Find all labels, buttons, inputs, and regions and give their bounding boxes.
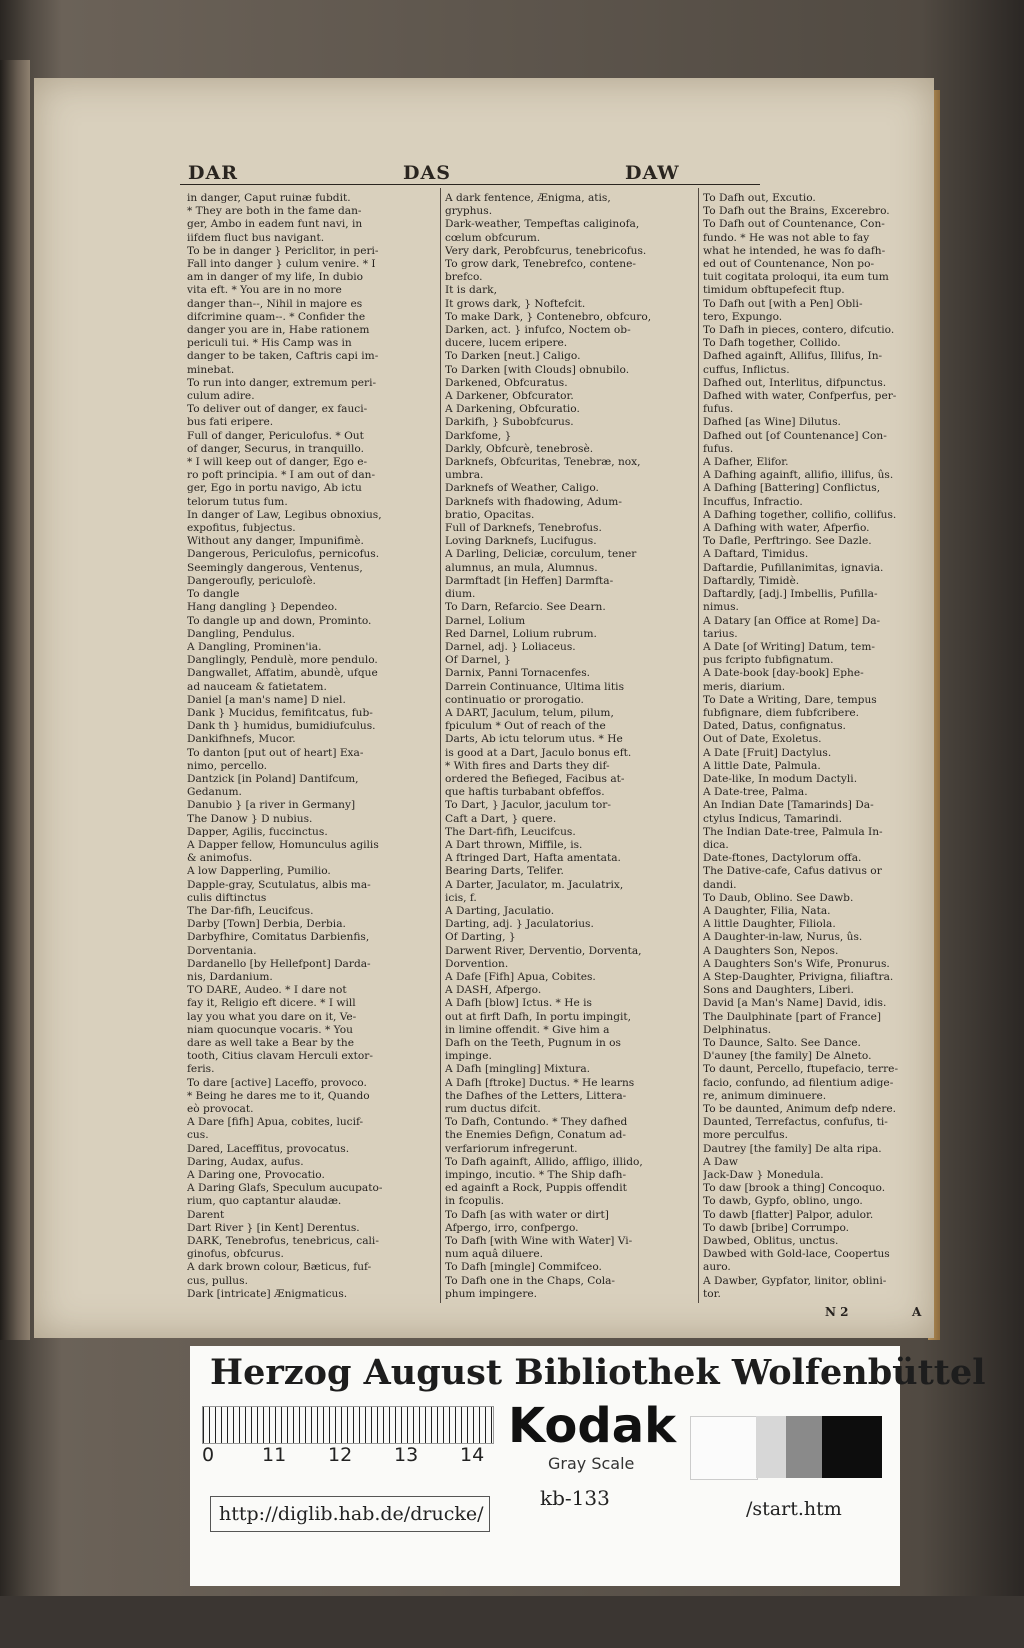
ruler-number: 11 xyxy=(262,1444,287,1466)
column-rule xyxy=(698,188,699,1303)
entry-line: An Indian Date [Tamarinds] Da- xyxy=(703,799,874,812)
entry-line: dare as well take a Bear by the xyxy=(187,1037,354,1049)
entry-line: cus, pullus. xyxy=(187,1274,248,1287)
entry-line: rum ductus difcit. xyxy=(445,1103,541,1116)
entry-line: culis diftinctus xyxy=(187,891,267,904)
entry-line: Dawbed with Gold-lace, Coopertus xyxy=(703,1248,890,1261)
entry-line: To grow dark, Tenebrefco, contene- xyxy=(445,258,636,271)
ruler-number: 14 xyxy=(460,1444,485,1466)
entry-line: vita eft. * You are in no more xyxy=(187,284,342,297)
shelfmark: kb-133 xyxy=(540,1486,610,1510)
entry-line: Danglingly, Pendulè, more pendulo. xyxy=(187,654,378,667)
entry-line: num aquâ diluere. xyxy=(445,1248,544,1261)
entry-line: alumnus, an mula, Alumnus. xyxy=(445,561,598,574)
entry-line: Daftardly, [adj.] Imbellis, Pufilla- xyxy=(703,588,878,601)
entry-line: iifdem fluct bus navigant. xyxy=(187,231,325,244)
entry-line: It is dark, xyxy=(445,284,497,297)
entry-line: Sons and Daughters, Liberi. xyxy=(703,984,854,997)
entry-line: fay it, Religio eft dicere. * I will xyxy=(187,997,356,1010)
entry-line: Dorventania. xyxy=(187,944,257,957)
entry-line: To be daunted, Animum defp ndere. xyxy=(703,1103,897,1116)
entry-line: To daw [brook a thing] Concoquo. xyxy=(703,1182,886,1195)
book-binding xyxy=(0,60,30,1340)
entry-line: Darknefs of Weather, Caligo. xyxy=(445,482,599,495)
entry-line: TO DARE, Audeo. * I dare not xyxy=(187,984,347,997)
entry-line: A Darkener, Obfcurator. xyxy=(445,390,574,403)
entry-line: danger than--, Nihil in majore es xyxy=(187,297,363,310)
entry-line: in danger, Caput ruinæ fubdit. xyxy=(187,192,351,204)
entry-line: Without any danger, Impunifimè. xyxy=(187,535,364,548)
entry-line: Darknefs with fhadowing, Adum- xyxy=(445,495,622,508)
entry-line: bratio, Opacitas. xyxy=(445,508,535,521)
signature-mark: N 2 xyxy=(825,1305,849,1319)
entry-line: A Darting, Jaculatio. xyxy=(445,904,555,917)
entry-line: Dated, Datus, confignatus. xyxy=(703,720,846,733)
entry-line: Dangerous, Periculofus, pernicofus. xyxy=(187,548,380,561)
entry-line: difcrimine quam--. * Confider the xyxy=(187,310,366,323)
entry-line: icis, f. xyxy=(445,891,477,904)
header-middle: DAS xyxy=(403,162,451,184)
entry-line: A Dafhing againft, allifio, illifus, ûs. xyxy=(703,469,894,482)
entry-line: impinge. xyxy=(445,1050,492,1063)
entry-line: Daftardie, Pufillanimitas, ignavia. xyxy=(703,561,884,574)
entry-line: Dorvention. xyxy=(445,957,509,970)
entry-line: * Being he dares me to it, Quando xyxy=(187,1089,370,1102)
entry-line: Darkifh, } Subobfcurus. xyxy=(445,416,574,429)
entry-line: A ftringed Dart, Hafta amentata. xyxy=(445,852,621,865)
entry-line: what he intended, he was fo dafh- xyxy=(703,244,886,257)
entry-line: Daniel [a man's name] D niel. xyxy=(187,693,346,706)
entry-line: umbra. xyxy=(445,469,484,482)
entry-line: To dangle xyxy=(187,588,240,601)
entry-line: Darting, adj. } Jaculatorius. xyxy=(445,918,594,931)
entry-line: ordered the Befieged, Facibus at- xyxy=(445,772,625,785)
entry-line: ro poft principia. * I am out of dan- xyxy=(187,469,376,482)
entry-line: danger you are in, Habe rationem xyxy=(187,324,370,337)
entry-line: A Step-Daughter, Privigna, filiaftra. xyxy=(703,970,894,983)
entry-line: am in danger of my life, In dubio xyxy=(187,271,364,284)
entry-line: To Darken [neut.] Caligo. xyxy=(445,350,581,363)
entry-line: Date-like, In modum Dactyli. xyxy=(703,772,858,785)
entry-line: ed out of Countenance, Non po- xyxy=(703,258,875,271)
entry-line: To dare [active] Laceffo, provoco. xyxy=(187,1076,367,1089)
entry-line: A low Dapperling, Pumilio. xyxy=(187,865,331,878)
column-rule xyxy=(440,188,441,1303)
entry-line: To Dafh [as with water or dirt] xyxy=(445,1208,609,1221)
entry-line: The Daulphinate [part of France] xyxy=(703,1010,882,1023)
entry-line: * They are both in the fame dan- xyxy=(187,205,362,218)
entry-line: Daunted, Terrefactus, confufus, ti- xyxy=(703,1116,888,1129)
entry-line: A Date [Fruit] Dactylus. xyxy=(703,746,832,759)
entry-line: The Danow } D nubius. xyxy=(187,812,313,825)
entry-line: que haftis turbabant obfeffos. xyxy=(445,786,605,799)
entry-line: Fall into danger } culum venire. * I xyxy=(187,258,376,271)
entry-line: Dautrey [the family] De alta ripa. xyxy=(703,1142,882,1155)
entry-line: Daftardly, Timidè. xyxy=(703,574,800,587)
entry-line: In danger of Law, Legibus obnoxius, xyxy=(187,508,382,521)
entry-line: Darbyfhire, Comitatus Darbienfis, xyxy=(187,931,370,944)
entry-line: Dapper, Agilis, fuccinctus. xyxy=(187,825,328,838)
gray-patch-light xyxy=(756,1416,786,1478)
entry-line: A dark fentence, Ænigma, atis, xyxy=(445,192,611,204)
entry-line: A dark brown colour, Bæticus, fuf- xyxy=(187,1261,372,1274)
entry-line: ger, Ego in portu navigo, Ab ictu xyxy=(187,482,362,495)
ruler-numbers xyxy=(202,1442,492,1468)
entry-line: pus fcripto fubfignatum. xyxy=(703,654,834,667)
entry-line: Delphinatus. xyxy=(703,1023,772,1036)
entry-line: Dark-weather, Tempeftas caliginofa, xyxy=(445,218,640,231)
entry-line: meris, diarium. xyxy=(703,680,786,693)
gray-patch-black xyxy=(822,1416,882,1478)
entry-line: Darkened, Obfcuratus. xyxy=(445,376,568,389)
entry-line: nimus. xyxy=(703,601,739,614)
entry-line: tero, Expungo. xyxy=(703,310,783,323)
entry-line: To Dafh out the Brains, Excerebro. xyxy=(703,205,890,218)
entry-line: A Daftard, Timidus. xyxy=(703,548,809,561)
entry-line: DARK, Tenebrofus, tenebricus, cali- xyxy=(187,1235,379,1248)
entry-line: A Daughter-in-law, Nurus, ûs. xyxy=(703,931,863,944)
entry-line: To Dafh one in the Chaps, Cola- xyxy=(445,1274,616,1287)
entry-line: ctylus Indicus, Tamarindi. xyxy=(703,812,843,825)
entry-line: periculi tui. * His Camp was in xyxy=(187,337,352,350)
entry-line: Loving Darknefs, Lucifugus. xyxy=(445,535,597,548)
entry-line: To dangle up and down, Prominto. xyxy=(187,614,372,627)
entry-line: of danger, Securus, in tranquillo. xyxy=(187,442,364,455)
entry-line: Danubio } [a river in Germany] xyxy=(187,799,356,812)
entry-line: Darknefs, Obfcuritas, Tenebræ, nox, xyxy=(445,456,641,469)
entry-line: the Dafhes of the Letters, Littera- xyxy=(445,1089,627,1102)
entry-line: phum impingere. xyxy=(445,1287,538,1300)
entry-line: Dangeroufly, periculofè. xyxy=(187,574,316,587)
entry-line: Seemingly dangerous, Ventenus, xyxy=(187,561,363,574)
entry-line: Dardanello [by Hellefpont] Darda- xyxy=(187,957,371,970)
entry-line: ducere, lucem eripere. xyxy=(445,337,568,350)
entry-line: Dank } Mucidus, femifitcatus, fub- xyxy=(187,706,373,719)
entry-line: Darnel, adj. } Loliaceus. xyxy=(445,640,576,653)
entry-line: A Dafh [ftroke] Ductus. * He learns xyxy=(445,1076,635,1089)
entry-line: minebat. xyxy=(187,363,235,376)
entry-line: dica. xyxy=(703,838,729,851)
dictionary-column-middle xyxy=(445,192,695,1302)
entry-line: Out of Date, Exoletus. xyxy=(703,733,822,746)
entry-line: dium. xyxy=(445,588,476,601)
entry-line: Dawbed, Oblitus, unctus. xyxy=(703,1235,839,1248)
library-url: http://diglib.hab.de/drucke/ xyxy=(210,1496,490,1532)
entry-line: tooth, Citius clavam Herculi extor- xyxy=(187,1050,373,1063)
entry-line: To run into danger, extremum peri- xyxy=(187,376,377,389)
running-headers xyxy=(180,162,760,185)
entry-line: Dafhed againft, Allifus, Illifus, In- xyxy=(703,350,883,363)
entry-line: To be in danger } Periclitor, in peri- xyxy=(187,244,379,257)
entry-line: A little Date, Palmula. xyxy=(703,759,821,772)
entry-line: dandi. xyxy=(703,878,737,891)
entry-line: fufus. xyxy=(703,403,734,416)
entry-line: Full of Darknefs, Tenebrofus. xyxy=(445,522,602,535)
entry-line: It grows dark, } Noftefcit. xyxy=(445,297,586,310)
entry-line: Dafhed out, Interlitus, difpunctus. xyxy=(703,376,887,389)
entry-line: eò provocat. xyxy=(187,1103,254,1116)
entry-line: timidum obftupefecit ftup. xyxy=(703,284,845,297)
entry-line: Dark [intricate] Ænigmaticus. xyxy=(187,1287,348,1300)
entry-line: Afpergo, irro, confpergo. xyxy=(445,1221,579,1234)
entry-line: Dank th } humidus, bumidiufculus. xyxy=(187,720,376,733)
entry-line: To Dafh [with Wine with Water] Vi- xyxy=(445,1235,633,1248)
gray-patch-white xyxy=(690,1416,758,1480)
entry-line: Bearing Darts, Telifer. xyxy=(445,865,564,878)
entry-line: ad nauceam & fatietatem. xyxy=(187,680,327,693)
entry-line: in fcopulis. xyxy=(445,1195,504,1208)
entry-line: brefco. xyxy=(445,271,483,284)
entry-line: To Darken [with Clouds] obnubilo. xyxy=(445,363,630,376)
entry-line: A Dafhing [Battering] Conflictus, xyxy=(703,482,881,495)
entry-line: danger to be taken, Caftris capi im- xyxy=(187,350,379,363)
entry-line: Darnel, Lolium xyxy=(445,614,526,627)
entry-line: To danton [put out of heart] Exa- xyxy=(187,746,364,759)
entry-line: cœlum obfcurum. xyxy=(445,231,541,244)
entry-line: ger, Ambo in eadem funt navi, in xyxy=(187,218,363,231)
header-left: DAR xyxy=(188,162,239,184)
entry-line: Darkfome, } xyxy=(445,429,512,442)
entry-line: the Enemies Defign, Conatum ad- xyxy=(445,1129,627,1142)
entry-line: * I will keep out of danger, Ego e- xyxy=(187,456,368,469)
entry-line: The Indian Date-tree, Palmula In- xyxy=(703,825,883,838)
entry-line: * With fires and Darts they dif- xyxy=(445,759,610,772)
gray-patch-mid xyxy=(786,1416,822,1478)
entry-line: Incuffus, Infractio. xyxy=(703,495,803,508)
entry-line: A Dawber, Gypfator, linitor, oblini- xyxy=(703,1274,887,1287)
entry-line: A Dare [fifh] Apua, cobites, lucif- xyxy=(187,1116,364,1129)
entry-line: Darby [Town] Derbia, Derbia. xyxy=(187,918,346,931)
entry-line: Red Darnel, Lolium rubrum. xyxy=(445,627,597,640)
entry-line: To Dafh out, Excutio. xyxy=(703,192,816,204)
entry-line: re, animum diminuere. xyxy=(703,1089,827,1102)
entry-line: A Dafher, Elifor. xyxy=(703,456,789,469)
measuring-ruler xyxy=(202,1406,494,1444)
entry-line: more perculfus. xyxy=(703,1129,788,1142)
entry-line: To Dafh out of Countenance, Con- xyxy=(703,218,885,231)
entry-line: Of Darting, } xyxy=(445,931,516,944)
entry-line: Darnix, Panni Tornacenfes. xyxy=(445,667,591,680)
entry-line: To dawb [bribe] Corrumpo. xyxy=(703,1221,850,1234)
entry-line: Darent xyxy=(187,1208,225,1221)
entry-line: niam quocunque vocaris. * You xyxy=(187,1023,353,1036)
entry-line: Dafhed with water, Confperfus, per- xyxy=(703,390,897,403)
entry-line: facio, confundo, ad filentium adige- xyxy=(703,1076,894,1089)
entry-line: telorum tutus fum. xyxy=(187,495,288,508)
entry-line: To Dafh, Contundo. * They dafhed xyxy=(445,1116,628,1129)
kodak-logo: Kodak xyxy=(508,1398,676,1454)
entry-line: To Date a Writing, Dare, tempus xyxy=(703,693,877,706)
entry-line: Darwent River, Derventio, Dorventa, xyxy=(445,944,642,957)
entry-line: A Darling, Deliciæ, corculum, tener xyxy=(445,548,637,561)
entry-line: Dafhed out [of Countenance] Con- xyxy=(703,429,887,442)
entry-line: Date-ftones, Dactylorum offa. xyxy=(703,852,862,865)
entry-line: A Darter, Jaculator, m. Jaculatrix, xyxy=(445,878,624,891)
entry-line: feris. xyxy=(187,1063,215,1076)
ruler-number: 12 xyxy=(328,1444,353,1466)
entry-line: Dankifhnefs, Mucor. xyxy=(187,733,296,746)
entry-line: A Date [of Writing] Datum, tem- xyxy=(703,640,875,653)
entry-line: A Dangling, Prominen'ia. xyxy=(187,640,322,653)
entry-line: A Darkening, Obfcuratio. xyxy=(445,403,580,416)
entry-line: To Dafh out [with a Pen] Obli- xyxy=(703,297,863,310)
entry-line: verfariorum infregerunt. xyxy=(445,1142,578,1155)
catchword: A xyxy=(912,1305,922,1319)
dictionary-column-right xyxy=(703,192,959,1302)
entry-line: A Dafe [Fifh] Apua, Cobites. xyxy=(445,970,596,983)
entry-line: Darrein Continuance, Ultima litis xyxy=(445,680,625,693)
entry-line: To Dart, } Jaculor, jaculum tor- xyxy=(445,799,611,812)
institution-name: Herzog August Bibliothek Wolfenbüttel xyxy=(210,1352,986,1393)
entry-line: A Daring Glafs, Speculum aucupato- xyxy=(187,1182,383,1195)
entry-line: A Daughter, Filia, Nata. xyxy=(703,904,831,917)
entry-line: The Dart-fifh, Leucifcus. xyxy=(445,825,576,838)
entry-line: Jack-Daw } Monedula. xyxy=(703,1169,824,1182)
entry-line: culum adire. xyxy=(187,390,255,403)
entry-line: Of Darnel, } xyxy=(445,654,511,667)
entry-line: A Dafh [blow] Ictus. * He is xyxy=(445,997,592,1010)
entry-line: The Dar-fifh, Leucifcus. xyxy=(187,904,314,917)
entry-line: A Daughters Son's Wife, Pronurus. xyxy=(703,957,890,970)
ruler-number: 13 xyxy=(394,1444,419,1466)
entry-line: A little Daughter, Filiola. xyxy=(703,918,836,931)
entry-line: A Daw xyxy=(703,1155,738,1168)
entry-line: A DASH, Afpergo. xyxy=(445,984,542,997)
entry-line: ginofus, obfcurus. xyxy=(187,1248,284,1261)
entry-line: ed againft a Rock, Puppis offendit xyxy=(445,1182,627,1195)
entry-line: To Daub, Oblino. See Dawb. xyxy=(703,891,854,904)
entry-line: is good at a Dart, Jaculo bonus eft. xyxy=(445,746,632,759)
entry-line: D'auney [the family] De Alneto. xyxy=(703,1050,872,1063)
entry-line: Hang dangling } Dependeo. xyxy=(187,601,338,614)
entry-line: Dart River } [in Kent] Derentus. xyxy=(187,1221,360,1234)
entry-line: auro. xyxy=(703,1261,731,1274)
entry-line: out at firft Dafh, In portu impingit, xyxy=(445,1010,631,1023)
entry-line: cus. xyxy=(187,1129,209,1142)
color-calibration-card xyxy=(190,1346,986,1586)
entry-line: continuatio or prorogatio. xyxy=(445,693,584,706)
entry-line: The Dative-cafe, Cafus dativus or xyxy=(703,865,882,878)
entry-line: cuffus, Inflictus. xyxy=(703,363,790,376)
entry-line: Gedanum. xyxy=(187,786,242,799)
entry-line: Dangwallet, Affatim, abundè, ufque xyxy=(187,667,378,680)
entry-line: rium, quo captantur alaudæ. xyxy=(187,1195,342,1208)
entry-line: Darken, act. } infufco, Noctem ob- xyxy=(445,324,631,337)
ruler-number: 0 xyxy=(202,1444,215,1466)
dictionary-column-left xyxy=(187,192,437,1302)
entry-line: To Dafh in pieces, contero, difcutio. xyxy=(703,324,895,337)
start-page-path: /start.htm xyxy=(746,1498,842,1520)
entry-line: Darkly, Obfcurè, tenebrosè. xyxy=(445,442,594,455)
entry-line: Dantzick [in Poland] Dantifcum, xyxy=(187,772,359,785)
entry-line: To Dafh againft, Allido, affligo, illido, xyxy=(445,1155,643,1168)
entry-line: impingo, incutio. * The Ship dafh- xyxy=(445,1169,627,1182)
entry-line: nis, Dardanium. xyxy=(187,970,273,983)
entry-line: A DART, Jaculum, telum, pilum, xyxy=(445,706,614,719)
header-right: DAW xyxy=(625,162,680,184)
entry-line: A Dafh [mingling] Mixtura. xyxy=(445,1063,591,1076)
entry-line: To Darn, Refarcio. See Dearn. xyxy=(445,601,606,614)
entry-line: in limine offendit. * Give him a xyxy=(445,1023,610,1036)
entry-line: A Dafhing with water, Afperfio. xyxy=(703,522,870,535)
entry-line: To dawb [flatter] Palpor, adulor. xyxy=(703,1208,874,1221)
entry-line: Darmftadt [in Heffen] Darmfta- xyxy=(445,574,614,587)
entry-line: Dared, Laceffitus, provocatus. xyxy=(187,1142,350,1155)
entry-line: Very dark, Perobfcurus, tenebricofus. xyxy=(445,244,647,257)
entry-line: Dangling, Pendulus. xyxy=(187,627,295,640)
entry-line: To dawb, Gypfo, oblino, ungo. xyxy=(703,1195,863,1208)
scan-bottom-edge xyxy=(0,1596,1024,1648)
entry-line: To Daunce, Salto. See Dance. xyxy=(703,1037,861,1049)
entry-line: A Date-tree, Palma. xyxy=(703,786,808,799)
entry-line: fufus. xyxy=(703,442,734,455)
entry-line: To Dafh together, Collido. xyxy=(703,337,841,350)
entry-line: A Daring one, Provocatio. xyxy=(187,1169,325,1182)
entry-line: David [a Man's Name] David, idis. xyxy=(703,997,887,1010)
entry-line: A Dapper fellow, Homunculus agilis xyxy=(187,838,379,851)
entry-line: A Date-book [day-book] Ephe- xyxy=(703,667,864,680)
entry-line: bus fati eripere. xyxy=(187,416,274,429)
entry-line: To Dafh [mingle] Commifceo. xyxy=(445,1261,602,1274)
entry-line: A Dart thrown, Miffile, is. xyxy=(445,838,583,851)
entry-line: expofitus, fubjectus. xyxy=(187,522,296,535)
entry-line: A Daughters Son, Nepos. xyxy=(703,944,839,957)
entry-line: Full of danger, Periculofus. * Out xyxy=(187,429,364,442)
entry-line: tor. xyxy=(703,1287,721,1300)
entry-line: To make Dark, } Contenebro, obfcuro, xyxy=(445,310,652,323)
entry-line: fundo. * He was not able to fay xyxy=(703,231,870,244)
entry-line: tuit cogitata proloqui, ita eum tum xyxy=(703,271,889,284)
entry-line: Caft a Dart, } quere. xyxy=(445,812,557,825)
entry-line: Darts, Ab ictu telorum utus. * He xyxy=(445,733,623,746)
entry-line: fpiculum * Out of reach of the xyxy=(445,720,606,733)
entry-line: To Dafle, Perftringo. See Dazle. xyxy=(703,535,872,548)
entry-line: fubfignare, diem fubfcribere. xyxy=(703,706,860,719)
entry-line: Daring, Audax, aufus. xyxy=(187,1155,304,1168)
entry-line: & animofus. xyxy=(187,852,253,865)
gray-scale-label: Gray Scale xyxy=(548,1454,635,1473)
entry-line: nimo, percello. xyxy=(187,759,268,772)
entry-line: Dafh on the Teeth, Pugnum in os xyxy=(445,1037,621,1049)
entry-line: A Dafhing together, collifio, collifus. xyxy=(703,508,897,521)
entry-line: Dapple-gray, Scutulatus, albis ma- xyxy=(187,878,371,891)
entry-line: gryphus. xyxy=(445,205,493,218)
entry-line: tarius. xyxy=(703,627,738,640)
entry-line: A Datary [an Office at Rome] Da- xyxy=(703,614,881,627)
entry-line: lay you what you dare on it, Ve- xyxy=(187,1010,357,1023)
entry-line: Dafhed [as Wine] Dilutus. xyxy=(703,416,841,429)
entry-line: To daunt, Percello, ftupefacio, terre- xyxy=(703,1063,899,1076)
entry-line: To deliver out of danger, ex fauci- xyxy=(187,403,368,416)
